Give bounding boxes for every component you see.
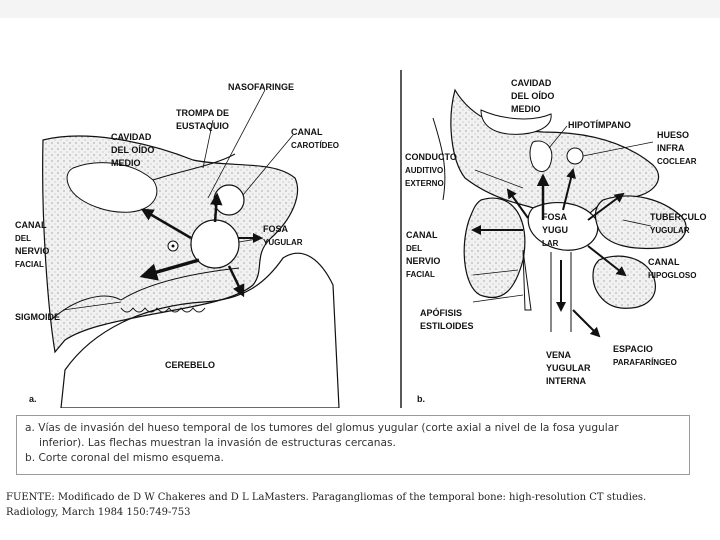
label-apofisis-1: APÓFISIS [420,308,463,318]
label-hueso-3: COCLEAR [657,157,697,166]
lateral-bone-b [464,198,525,297]
label-fosa-b-3: LAR [542,239,559,248]
label-canal-hipogloso-1: CANAL [648,257,680,267]
label-conducto-2: AUDITIVO [405,166,444,175]
label-canal-facial-b-4: FACIAL [406,270,435,279]
label-trompa-1: TROMPA DE [176,108,229,118]
label-fosa-b-1: FOSA [542,212,568,222]
label-fosa-a-2: YUGULAR [263,238,303,247]
label-canal-facial-a-3: NERVIO [15,246,50,256]
label-cavidad-b-3: MEDIO [511,104,541,114]
caption-box [16,415,690,475]
label-canal-carotideo-1: CANAL [291,127,323,137]
hypotympanum-b [530,141,552,172]
label-fosa-b-2: YUGU [542,225,569,235]
carotid-canal [214,185,244,215]
label-canal-facial-a-4: FACIAL [15,260,44,269]
label-tuberculo-1: TUBERCULO [650,212,707,222]
label-espacio-1: ESPACIO [613,344,653,354]
label-cavidad-a-2: DEL OÍDO [111,145,155,155]
source-line-1: FUENTE: Modificado de D W Chakeres and D L LaMasters. Paragangliomas of the temporal bone: high-resolution CT studies. [6,492,647,503]
infracochlear-b [567,148,583,164]
label-hueso-1: HUESO [657,130,690,140]
top-bar [0,0,720,18]
label-cavidad-b-2: DEL OÍDO [511,91,555,101]
label-conducto-3: EXTERNO [405,179,444,188]
label-cavidad-a-3: MEDIO [111,158,141,168]
anatomy-figure [3,70,713,408]
caption-line-b: b. Corte coronal del mismo esquema. [25,452,224,464]
label-trompa-2: EUSTAQUIO [176,121,229,131]
label-nasofaringe: NASOFARINGE [228,82,295,92]
label-canal-facial-b-2: DEL [406,244,422,253]
caption-line-a1: a. Vías de invasión del hueso temporal de los tumores del glomus yugular (corte axial a nivel de la fosa yugular [25,422,619,434]
label-vena-3: INTERNA [546,376,586,386]
caption-line-a2: inferior). Las flechas muestran la invasión de estructuras cercanas. [39,437,396,449]
label-apofisis-2: ESTILOIDES [420,321,474,331]
label-fosa-a-1: FOSA [263,224,289,234]
panel-a-tag: a. [29,394,37,404]
label-espacio-2: PARAFARÍNGEO [613,358,677,367]
styloid-b [523,250,531,310]
label-canal-facial-b-1: CANAL [406,230,438,240]
source-citation [6,490,706,520]
label-tuberculo-2: YUGULAR [650,226,690,235]
label-canal-hipogloso-2: HIPOGLOSO [648,271,697,280]
label-cerebelo: CEREBELO [165,360,216,370]
panel-b-tag: b. [417,394,425,404]
label-hipotimpano: HIPOTÍMPANO [568,120,631,130]
label-hueso-2: INFRA [657,143,685,153]
label-vena-2: YUGULAR [546,363,591,373]
label-sigmoide: SIGMOIDE [15,312,61,322]
label-conducto-1: CONDUCTO [405,152,457,162]
hypoglossal-bone-b [593,256,655,308]
label-canal-facial-b-3: NERVIO [406,256,441,266]
label-canal-facial-a-1: CANAL [15,220,47,230]
label-vena-1: VENA [546,350,572,360]
source-line-2: Radiology, March 1984 150:749-753 [6,507,191,518]
label-canal-carotideo-2: CAROTÍDEO [291,141,339,150]
label-cavidad-a-1: CAVIDAD [111,132,152,142]
anatomy-diagram [3,70,713,408]
label-cavidad-b-1: CAVIDAD [511,78,552,88]
label-canal-facial-a-2: DEL [15,234,31,243]
